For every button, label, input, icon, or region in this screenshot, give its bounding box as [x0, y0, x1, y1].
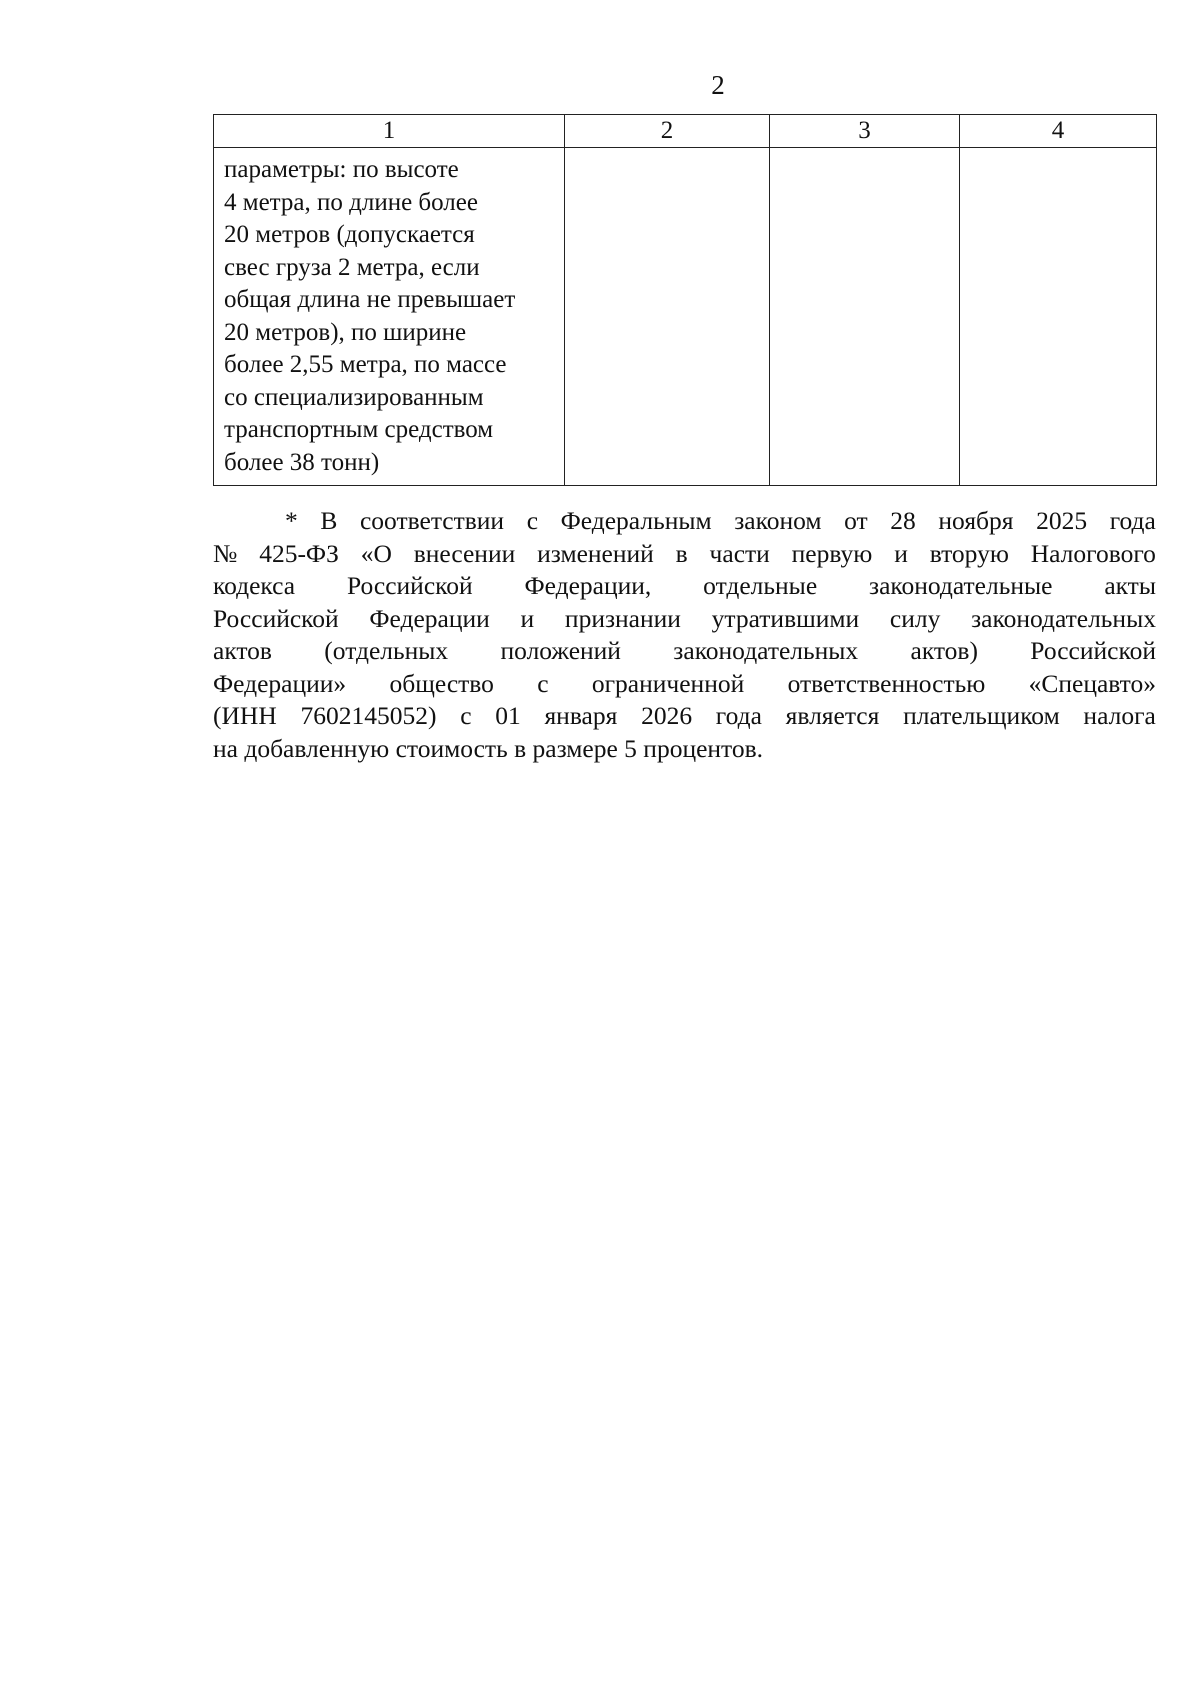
table-cell-col2	[565, 148, 770, 486]
footnote-word: года	[715, 701, 762, 730]
footnote-word: плательщиком	[903, 701, 1060, 730]
column-header-3: 3	[770, 115, 960, 148]
footnote-word: законом	[734, 506, 822, 535]
footnote-word: силу	[889, 603, 941, 633]
footnote-word: от	[844, 506, 868, 535]
footnote-line	[213, 570, 1156, 603]
footnote-word: части	[709, 538, 770, 568]
footnote-word: Федеральным	[560, 506, 712, 535]
cell-line: параметры: по высоте	[224, 156, 459, 183]
footnote-word: Российской	[346, 571, 473, 600]
footnote-word: законодательные	[869, 571, 1053, 600]
table-cell-col3	[770, 148, 960, 486]
footnote-line	[213, 635, 1156, 668]
footnote-word: №	[213, 538, 238, 568]
cell-line: 20 метров), по ширине	[224, 318, 467, 346]
footnote-word: 425-ФЗ	[259, 538, 339, 568]
footnote-word: 2026	[641, 701, 693, 730]
column-header-1: 1	[214, 115, 565, 148]
footnote-line	[213, 733, 1156, 766]
footnote-word: актов)	[910, 636, 978, 665]
table-cell-col4	[960, 148, 1157, 486]
footnote-word: Федерации»	[213, 668, 347, 698]
footnote-word: с	[537, 668, 549, 698]
footnote-word: Федерации	[369, 603, 490, 633]
cell-text	[214, 148, 564, 485]
page-number: 2	[711, 70, 725, 100]
cell-line: транспортным средством	[224, 416, 494, 443]
footnote-word: (ИНН	[213, 701, 277, 730]
footnote-paragraph	[213, 505, 1156, 765]
footnote-word: «Спецавто»	[1028, 668, 1156, 698]
footnote-word: и	[894, 538, 908, 568]
footnote-word: Российской	[1030, 636, 1156, 665]
cell-line: свес груза 2 метра, если	[224, 253, 480, 281]
table-cell-col1	[214, 148, 565, 486]
table-header-row	[214, 115, 1157, 148]
footnote-word: соответствии	[359, 506, 505, 535]
footnote-word: в	[675, 538, 688, 568]
footnote-word: Российской	[213, 603, 339, 633]
cell-line: 20 метров (допускается	[224, 221, 475, 248]
footnote-word: первую	[791, 538, 873, 568]
footnote-word: внесении	[413, 538, 516, 568]
footnote-word: (отдельных	[324, 636, 449, 665]
footnote-word: признании	[564, 603, 681, 633]
footnote-word: «О	[360, 538, 392, 568]
footnote-word: вторую	[929, 538, 1009, 568]
footnote-word: ноября	[938, 506, 1014, 535]
footnote-line	[213, 538, 1156, 571]
footnote-word: с	[460, 701, 472, 730]
footnote-word: ответственностью	[787, 668, 986, 698]
footnote-line	[213, 668, 1156, 701]
footnote-word: ограниченной	[591, 668, 745, 698]
footnote-word: *	[285, 506, 298, 535]
footnote-word: изменений	[537, 538, 654, 568]
footnote-line	[213, 700, 1156, 733]
footnote-word: января	[544, 701, 618, 730]
footnote-word: с	[526, 506, 539, 535]
footnote-word: законодательных	[971, 603, 1156, 633]
footnote-word: 28	[890, 506, 916, 535]
footnote-word: общество	[389, 668, 494, 698]
footnote-word: Налогового	[1030, 538, 1156, 568]
footnote-line	[213, 505, 1156, 538]
cell-line: более 2,55 метра, по массе	[224, 351, 507, 378]
footnote-word: положений	[500, 636, 621, 665]
footnote-word: актов	[213, 636, 272, 665]
footnote-word: 7602145052)	[300, 701, 437, 730]
column-header-2: 2	[565, 115, 770, 148]
footnote-line	[213, 603, 1156, 636]
cell-line: общая длина не превышает	[224, 286, 516, 313]
footnote-word: налога	[1083, 701, 1156, 730]
footnote-word: законодательных	[673, 636, 859, 665]
footnote-word: 2025	[1036, 506, 1088, 535]
footnote-word: акты	[1104, 571, 1156, 600]
cell-line: более 38 тонн)	[224, 448, 380, 476]
footnote-word: и	[520, 603, 535, 633]
cell-line: 4 метра, по длине более	[224, 188, 478, 216]
footnote-word: Федерации,	[524, 571, 652, 600]
footnote-word: В	[320, 506, 338, 535]
footnote-word: на добавленную стоимость в размере 5 процентов.	[213, 733, 764, 763]
cell-line: со специализированным	[224, 383, 484, 411]
column-header-4: 4	[960, 115, 1157, 148]
footnote-word: 01	[495, 701, 521, 730]
data-table	[213, 114, 1157, 486]
table-row	[214, 148, 1157, 486]
footnote-word: является	[785, 701, 880, 730]
footnote-word: отдельные	[703, 571, 818, 600]
footnote-word: года	[1109, 506, 1156, 535]
footnote-word: кодекса	[213, 571, 296, 600]
footnote-word: утратившими	[711, 603, 860, 633]
